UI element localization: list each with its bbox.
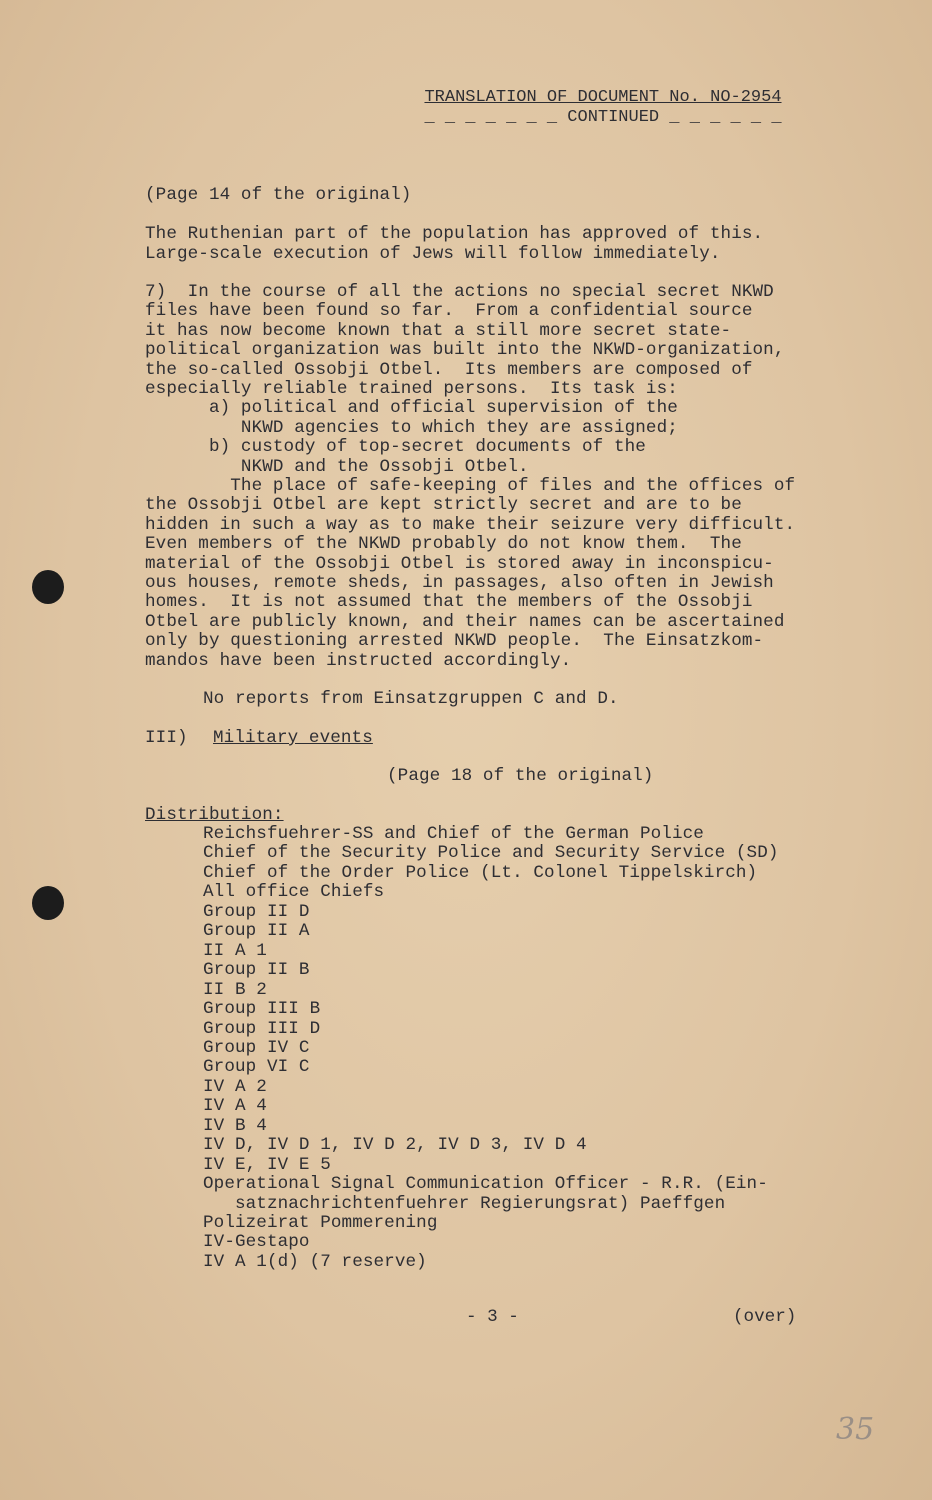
distribution-item: Chief of the Security Police and Security Service (SD) — [203, 843, 779, 864]
text-line: NKWD and the Ossobji Otbel. — [145, 456, 529, 477]
distribution-item: IV-Gestapo — [203, 1232, 310, 1253]
over-note: (over) — [733, 1307, 797, 1327]
section-number: III) — [145, 728, 188, 748]
text-line: material of the Ossobji Otbel is stored away in inconspicu- — [145, 553, 774, 574]
page-reference: (Page 14 of the original) — [145, 185, 412, 205]
text-line: ous houses, remote sheds, in passages, also often in Jewish — [145, 573, 774, 593]
text-line: b) custody of top-secret documents of the — [145, 437, 646, 458]
section-title: Military events — [213, 728, 373, 748]
continued-line: _ _ _ _ _ _ _ CONTINUED _ _ _ _ _ _ — [424, 108, 782, 127]
distribution-item: IV A 4 — [203, 1096, 267, 1117]
distribution-item: IV E, IV E 5 — [203, 1154, 331, 1175]
distribution-item: Polizeirat Pommerening — [203, 1213, 438, 1233]
text-line: only by questioning arrested NKWD people. The Einsatzkom- — [145, 631, 764, 652]
text-line: political organization was built into the NKWD-organization, — [145, 340, 785, 361]
text-line: mandos have been instructed accordingly. — [145, 650, 572, 671]
no-reports-line: No reports from Einsatzgruppen C and D. — [203, 689, 619, 709]
text-line: the so-called Ossobji Otbel. Its members are composed of — [145, 359, 753, 380]
text-line: Otbel are publicly known, and their names can be ascertained — [145, 611, 785, 632]
distribution-item: Group III D — [203, 1018, 321, 1039]
distribution-item: II A 1 — [203, 940, 267, 961]
punch-hole-top — [32, 570, 64, 604]
distribution-item: IV D, IV D 1, IV D 2, IV D 3, IV D 4 — [203, 1135, 587, 1156]
distribution-item: IV A 1(d) (7 reserve) — [203, 1251, 427, 1272]
text-line: The place of safe-keeping of files and the offices of — [145, 476, 796, 496]
page-number: - 3 - — [466, 1307, 519, 1327]
distribution-item: IV A 2 — [203, 1076, 267, 1097]
distribution-item: Reichsfuehrer-SS and Chief of the German Police — [203, 824, 704, 844]
text-line: 7) In the course of all the actions no special secret NKWD — [145, 282, 774, 302]
punch-hole-bottom — [32, 886, 64, 920]
distribution-label: Distribution: — [145, 805, 284, 825]
text-line: homes. It is not assumed that the members of the Ossobji — [145, 592, 753, 613]
text-line: Even members of the NKWD probably do not know them. The — [145, 534, 742, 555]
distribution-item: Chief of the Order Police (Lt. Colonel Tippelskirch) — [203, 862, 758, 883]
text-line: the Ossobji Otbel are kept strictly secret and are to be — [145, 495, 742, 516]
distribution-item: Group VI C — [203, 1057, 310, 1078]
text-line: a) political and official supervision of the — [145, 398, 678, 419]
text-line: The Ruthenian part of the population has approved of this. — [145, 224, 764, 244]
distribution-item: Group II B — [203, 960, 310, 981]
distribution-item: Operational Signal Communication Officer - R.R. (Ein- — [203, 1174, 768, 1195]
handwritten-page-number: 35 — [836, 1412, 875, 1447]
distribution-item: satznachrichtenfuehrer Regierungsrat) Paeffgen — [203, 1193, 726, 1214]
text-line: NKWD agencies to which they are assigned; — [145, 417, 678, 438]
text-line: it has now become known that a still more secret state- — [145, 320, 732, 341]
document-header — [398, 88, 808, 128]
distribution-item: Group III B — [203, 999, 321, 1020]
distribution-item: Group II D — [203, 901, 310, 922]
distribution-item: II B 2 — [203, 979, 267, 1000]
text-line: hidden in such a way as to make their seizure very difficult. — [145, 514, 796, 535]
text-line: especially reliable trained persons. Its task is: — [145, 379, 678, 399]
text-line: Large-scale execution of Jews will follow immediately. — [145, 243, 721, 264]
distribution-item: Group IV C — [203, 1037, 310, 1058]
text-line: files have been found so far. From a confidential source — [145, 301, 753, 322]
page-reference-2: (Page 18 of the original) — [387, 766, 654, 786]
distribution-item: Group II A — [203, 921, 310, 942]
distribution-item: IV B 4 — [203, 1115, 267, 1136]
document-title: TRANSLATION OF DOCUMENT No. NO-2954 — [424, 88, 782, 107]
distribution-item: All office Chiefs — [203, 882, 385, 903]
